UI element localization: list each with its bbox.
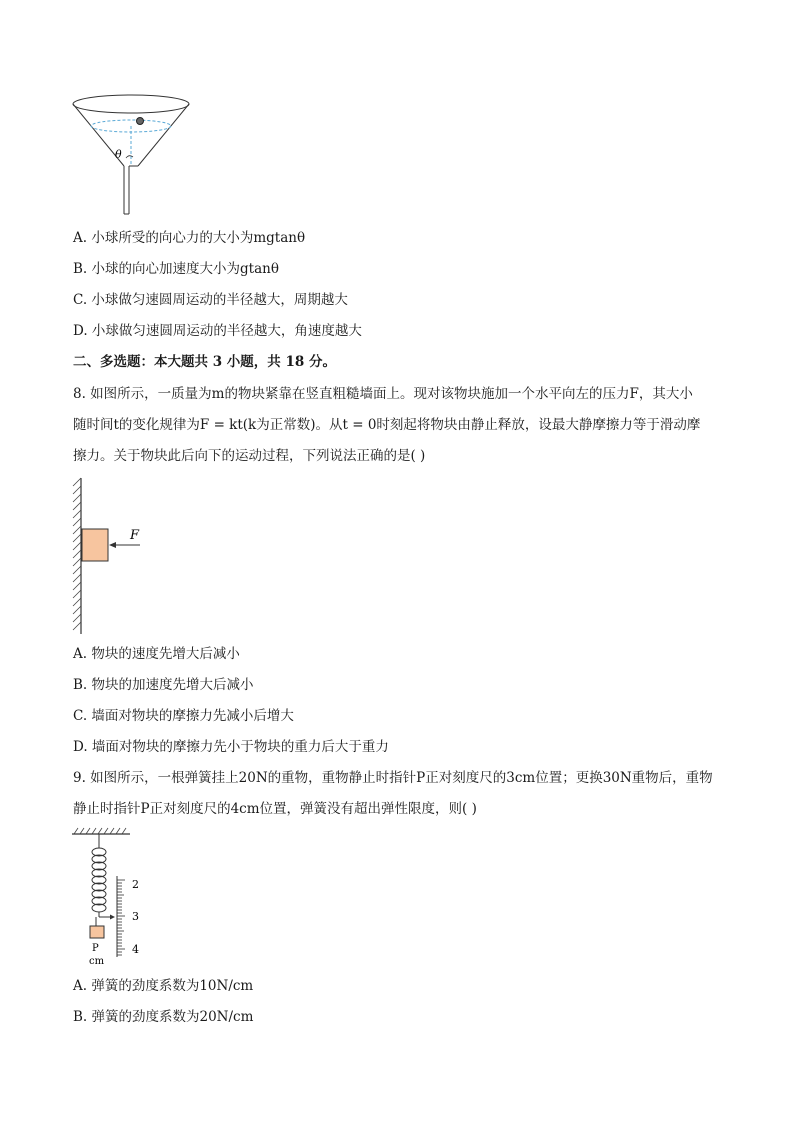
q8-option-d: D. 墙面对物块的摩擦力先小于物块的重力后大于重力: [73, 739, 389, 755]
weight: [90, 926, 104, 938]
q9-stem-line-2: 静止时指针P正对刻度尺的4cm位置，弹簧没有超出弹性限度，则( ): [73, 801, 477, 817]
unit-label: cm: [89, 956, 105, 967]
q8-stem-line-3: 擦力。关于物块此后向下的运动过程，下列说法正确的是( ): [73, 448, 426, 464]
section-heading: 二、多选题：本大题共 3 小题，共 18 分。: [73, 354, 336, 370]
scale-label-2: 2: [132, 878, 139, 891]
block: [82, 529, 108, 561]
angle-label: θ: [115, 148, 122, 161]
q8-option-a: A. 物块的速度先增大后减小: [73, 646, 240, 662]
force-label: F: [130, 528, 140, 543]
wall-block-figure: [68, 476, 158, 636]
funnel-figure: [66, 94, 196, 219]
q7-option-a: A. 小球所受的向心力的大小为mgtanθ: [73, 230, 306, 246]
q9-stem-line-1: 9. 如图所示，一根弹簧挂上20N的重物，重物静止时指针P正对刻度尺的3cm位置；更换30N重物后，重物: [73, 770, 713, 786]
q9-option-a: A. 弹簧的劲度系数为10N/cm: [73, 978, 254, 994]
q7-option-b: B. 小球的向心加速度大小为gtanθ: [73, 261, 279, 277]
q7-option-c: C. 小球做匀速圆周运动的半径越大，周期越大: [73, 292, 348, 308]
q8-stem-line-2: 随时间t的变化规律为F = kt(k为正常数)。从t = 0时刻起将物块由静止释放，设最大静摩擦力等于滑动摩: [73, 417, 701, 433]
q7-option-d: D. 小球做匀速圆周运动的半径越大，角速度越大: [73, 323, 362, 339]
q8-option-b: B. 物块的加速度先增大后减小: [73, 677, 254, 693]
q8-stem-line-1: 8. 如图所示，一质量为m的物块紧靠在竖直粗糙墙面上。现对该物块施加一个水平向左的压力F，其大小: [73, 386, 693, 402]
pointer-label: P: [92, 943, 99, 954]
scale-label-4: 4: [132, 943, 139, 956]
spring-scale-figure: [68, 826, 158, 968]
scale-label-3: 3: [132, 910, 139, 923]
q8-option-c: C. 墙面对物块的摩擦力先减小后增大: [73, 708, 294, 724]
q9-option-b: B. 弹簧的劲度系数为20N/cm: [73, 1009, 254, 1025]
